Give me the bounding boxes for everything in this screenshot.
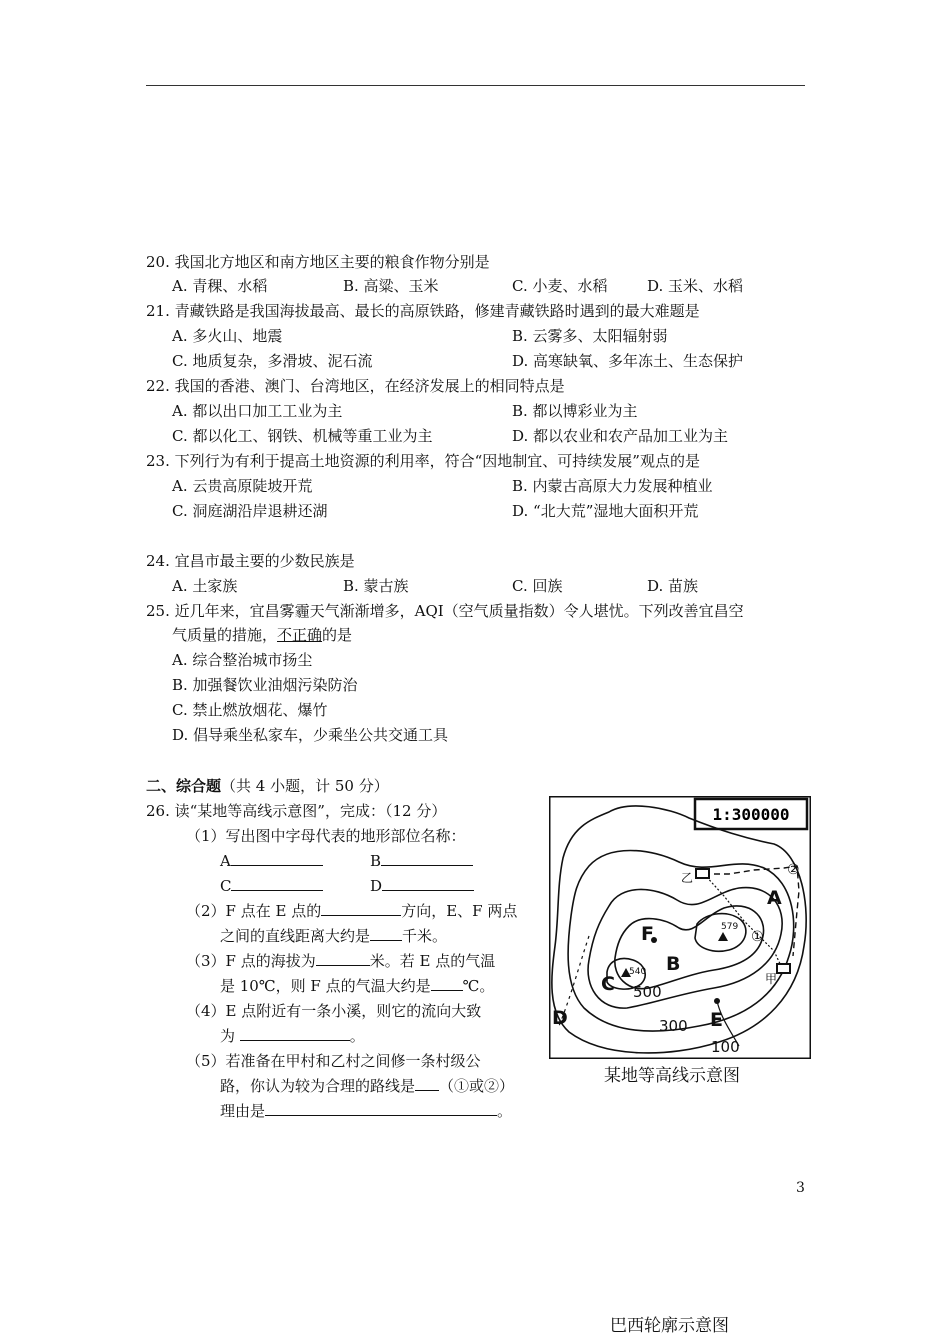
q21-option-c: C. 地质复杂，多滑坡、泥石流 [172,352,373,370]
label-f: F [641,923,654,945]
blank-b-label: B [370,852,382,870]
q21-option-b: B. 云雾多、太阳辐射弱 [512,327,668,345]
label-b: B [666,953,681,975]
q26-blank-a [220,851,323,871]
label-d: D [552,1007,568,1029]
q26-part5-line2 [220,1076,514,1096]
q20-option-b: B. 高粱、玉米 [343,277,439,295]
p5b: 路，你认为较为合理的路线是 [220,1077,416,1095]
q26-part2-line2 [220,926,447,946]
label-c: C [601,973,615,995]
p2c: 之间的直线距离大约是 [220,927,371,945]
p4c: 。 [349,1027,365,1045]
temperature-blank[interactable] [431,976,463,991]
blank-c-label: C [220,877,232,895]
label-500: 500 [633,983,662,1001]
q23-option-a: A. 云贵高原陡坡开荒 [172,477,313,495]
p3d: ℃。 [462,977,495,995]
header-rule [146,85,805,86]
q21-stem: 21. 青藏铁路是我国海拔最高、最长的高原铁路，修建青藏铁路时遇到的最大难题是 [146,302,700,320]
q24-option-d: D. 苗族 [647,577,699,595]
q25-option-c: C. 禁止燃放烟花、爆竹 [172,701,328,719]
blank-d-line[interactable] [382,876,474,891]
blank-d-label: D [370,877,383,895]
q20-option-a: A. 青稞、水稻 [172,277,268,295]
q25-option-b: B. 加强餐饮业油烟污染防治 [172,676,358,694]
route-blank[interactable] [415,1076,439,1091]
q26-part4-line1: （4）E 点附近有一条小溪，则它的流向大致 [186,1002,482,1020]
q25-option-a: A. 综合整治城市扬尘 [172,651,313,669]
p5c: （①或②） [439,1077,515,1095]
q22-option-b: B. 都以博彩业为主 [512,402,638,420]
map-caption: 某地等高线示意图 [604,1066,740,1085]
q26-blank-b [370,851,473,871]
q26-part4-line2 [220,1026,365,1046]
flow-direction-blank[interactable] [240,1026,350,1041]
page-number: 3 [796,1180,805,1196]
p3a: （3）F 点的海拔为 [186,952,316,970]
q25-line2-pre: 气质量的措施， [172,626,278,644]
label-100: 100 [711,1038,740,1056]
p3b: 米。若 E 点的气温 [369,952,496,970]
q25-stem-line2 [172,625,352,645]
footer-caption: 巴西轮廓示意图 [610,1316,729,1335]
q25-option-d: D. 倡导乘坐私家车，少乘坐公共交通工具 [172,726,449,744]
label-route-1: ① [751,929,764,945]
q22-option-c: C. 都以化工、钢铁、机械等重工业为主 [172,427,433,445]
blank-a-line[interactable] [231,851,323,866]
q26-part5-line1: （5）若准备在甲村和乙村之间修一条村级公 [186,1052,481,1070]
blank-c-line[interactable] [231,876,323,891]
q22-stem: 22. 我国的香港、澳门、台湾地区，在经济发展上的相同特点是 [146,377,565,395]
section2-title: 二、综合题 [146,777,222,795]
q20-option-c: C. 小麦、水稻 [512,277,608,295]
section2-note: （共 4 小题，计 50 分） [221,777,389,795]
distance-blank[interactable] [370,926,402,941]
q26-part2-line1 [186,901,517,921]
p5e: 。 [497,1102,513,1120]
village-jia [777,964,790,973]
scale-label: 1:300000 [712,805,790,824]
q24-option-b: B. 蒙古族 [343,577,409,595]
village-yi [696,869,709,878]
q22-option-a: A. 都以出口加工工业为主 [172,402,343,420]
label-300: 300 [659,1017,688,1035]
q23-option-b: B. 内蒙古高原大力发展种植业 [512,477,713,495]
q26-blank-c [220,876,323,896]
q26-part1: （1）写出图中字母代表的地形部位名称： [186,827,466,845]
p2a: （2）F 点在 E 点的 [186,902,322,920]
q23-option-c: C. 洞庭湖沿岸退耕还湖 [172,502,328,520]
q23-option-d: D. “北大荒”湿地大面积开荒 [512,502,699,520]
q26-blank-d [370,876,474,896]
q24-option-a: A. 土家族 [172,577,238,595]
q24-option-c: C. 回族 [512,577,563,595]
p2b: 方向，E、F 两点 [401,902,518,920]
p5d: 理由是 [220,1102,266,1120]
label-a: A [767,887,782,909]
q20-stem: 20. 我国北方地区和南方地区主要的粮食作物分别是 [146,253,490,271]
blank-a-label: A [220,852,231,870]
q21-option-a: A. 多火山、地震 [172,327,283,345]
q25-stem-line1: 25. 近几年来，宜昌雾霾天气渐渐增多，AQI（空气质量指数）令人堪忧。下列改善宜昌空 [146,602,744,620]
q23-stem: 23. 下列行为有利于提高土地资源的利用率，符合“因地制宜、可持续发展”观点的是 [146,452,700,470]
q26-stem: 26. 读“某地等高线示意图”，完成：（12 分） [146,802,447,820]
reason-blank[interactable] [265,1101,497,1116]
q25-line2-underlined: 不正确 [277,626,323,644]
label-540: 540 [629,967,647,977]
q21-option-d: D. 高寒缺氧、多年冻土、生态保护 [512,352,744,370]
q26-part3-line1 [186,951,495,971]
blank-b-line[interactable] [381,851,473,866]
q20-option-d: D. 玉米、水稻 [647,277,744,295]
p4b: 为 [220,1027,236,1045]
q22-option-d: D. 都以农业和农产品加工业为主 [512,427,729,445]
q26-part3-line2 [220,976,494,996]
label-route-2: ② [787,862,800,878]
contour-map [549,796,811,1059]
section2-heading [146,776,389,796]
label-579: 579 [721,922,739,932]
p3c: 是 10℃，则 F 点的气温大约是 [220,977,431,995]
label-jia: 甲 [765,972,778,986]
altitude-blank[interactable] [316,951,370,966]
label-yi: 乙 [681,871,694,885]
label-e: E [710,1009,723,1031]
q24-stem: 24. 宜昌市最主要的少数民族是 [146,552,355,570]
q25-line2-post: 的是 [322,626,353,644]
q26-part5-line3 [220,1101,512,1121]
direction-blank[interactable] [321,901,401,916]
p2d: 千米。 [402,927,448,945]
